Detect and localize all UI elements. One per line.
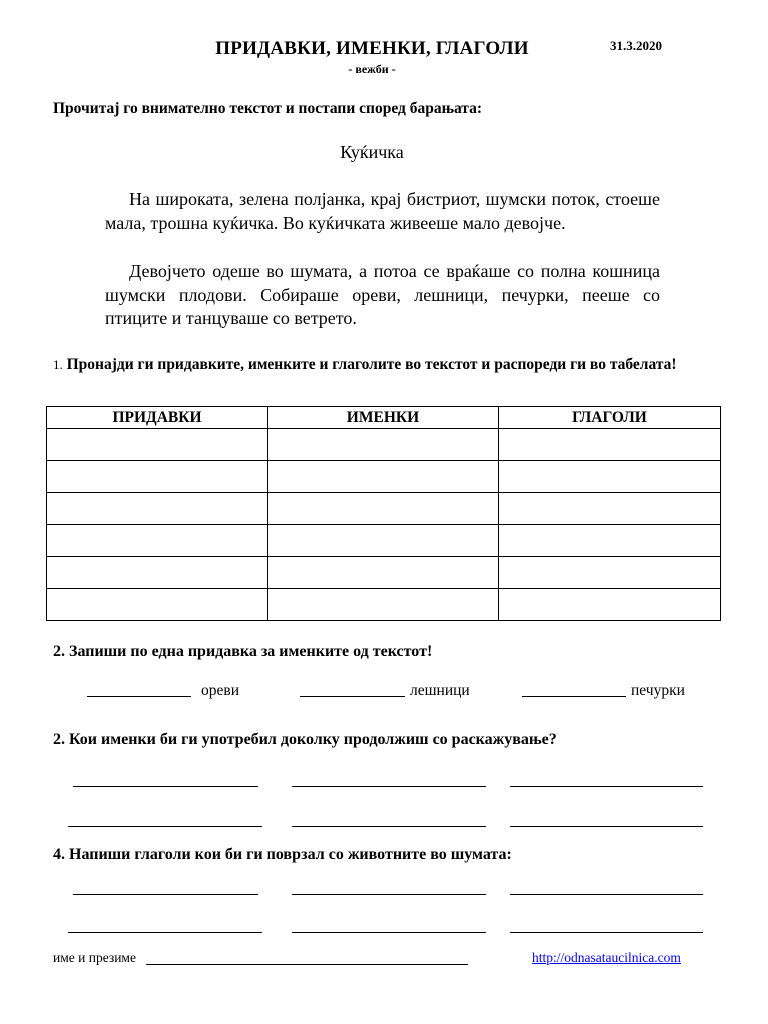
column-header-verbs: ГЛАГОЛИ: [499, 407, 721, 429]
answer-blank[interactable]: [73, 878, 258, 895]
answer-cell[interactable]: [268, 525, 499, 557]
table-row: [47, 493, 721, 525]
answer-blank[interactable]: [522, 680, 626, 697]
task-3-answers: [0, 770, 768, 830]
table-row: [47, 461, 721, 493]
answer-blank[interactable]: [292, 916, 486, 933]
answer-blank[interactable]: [292, 878, 486, 895]
noun-word: печурки: [631, 682, 685, 699]
answer-cell[interactable]: [47, 461, 268, 493]
answer-blank[interactable]: [510, 770, 703, 787]
page-title: ПРИДАВКИ, ИМЕНКИ, ГЛАГОЛИ: [215, 38, 529, 59]
answer-blank[interactable]: [510, 810, 703, 827]
answer-cell[interactable]: [268, 429, 499, 461]
name-label: име и презиме: [53, 950, 136, 965]
answer-cell[interactable]: [47, 429, 268, 461]
task-1-text: Пронајди ги придавките, именките и глаголите во текстот и распореди ги во табелата!: [66, 356, 677, 373]
answer-blank[interactable]: [73, 770, 258, 787]
answer-cell[interactable]: [268, 461, 499, 493]
table-row: [47, 557, 721, 589]
answer-blank[interactable]: [292, 770, 486, 787]
answer-cell[interactable]: [499, 525, 721, 557]
noun-word: лешници: [410, 682, 470, 699]
answer-cell[interactable]: [268, 589, 499, 621]
task-3-heading: 2. Кои именки би ги употребил доколку продолжиш со раскажување?: [53, 731, 557, 748]
noun-word: ореви: [201, 682, 239, 699]
task-2-heading: 2. Запиши по една придавка за именките од текстот!: [53, 643, 433, 660]
date-label: 31.3.2020: [610, 38, 662, 53]
answer-blank[interactable]: [68, 916, 262, 933]
answer-cell[interactable]: [47, 493, 268, 525]
answer-cell[interactable]: [268, 493, 499, 525]
answer-blank[interactable]: [87, 680, 191, 697]
table-header-row: [47, 407, 721, 429]
word-classification-table: [46, 406, 721, 621]
answer-blank[interactable]: [510, 916, 703, 933]
table-row: [47, 589, 721, 621]
answer-blank[interactable]: [510, 878, 703, 895]
task-1-heading: [53, 354, 703, 376]
page-subtitle: - вежби -: [348, 62, 396, 76]
story-title: Куќичка: [340, 142, 404, 162]
task-1-number: 1.: [53, 357, 63, 372]
task-2-answers: [0, 680, 768, 704]
task-4-heading: 4. Напиши глаголи кои би ги поврзал со животните во шумата:: [53, 846, 512, 863]
answer-cell[interactable]: [499, 429, 721, 461]
answer-blank[interactable]: [292, 810, 486, 827]
instruction-text: Прочитај го внимателно текстот и постапи според барањата:: [53, 100, 483, 117]
story-paragraph-2: Девојчето одеше во шумата, а потоа се враќаше со полна кошница шумски плодови. Собираше ореви, лешници, печурки, пееше со птиците и танцуваше со ветрето.: [105, 261, 660, 328]
answer-blank[interactable]: [68, 810, 262, 827]
answer-cell[interactable]: [47, 557, 268, 589]
name-input-line[interactable]: [146, 950, 468, 965]
answer-cell[interactable]: [47, 525, 268, 557]
table-row: [47, 525, 721, 557]
task-4-answers: [0, 878, 768, 938]
answer-cell[interactable]: [268, 557, 499, 589]
column-header-adjectives: ПРИДАВКИ: [47, 407, 268, 429]
answer-cell[interactable]: [499, 557, 721, 589]
story-paragraph-1: На широката, зелена полјанка, крај бистриот, шумски поток, стоеше мала, трошна куќичка. Во куќичката живееше мало девојче.: [105, 189, 660, 233]
answer-blank[interactable]: [300, 680, 405, 697]
answer-cell[interactable]: [47, 589, 268, 621]
answer-cell[interactable]: [499, 461, 721, 493]
answer-cell[interactable]: [499, 493, 721, 525]
column-header-nouns: ИМЕНКИ: [268, 407, 499, 429]
table-row: [47, 429, 721, 461]
website-link[interactable]: http://odnasataucilnica.com: [532, 950, 681, 965]
answer-cell[interactable]: [499, 589, 721, 621]
